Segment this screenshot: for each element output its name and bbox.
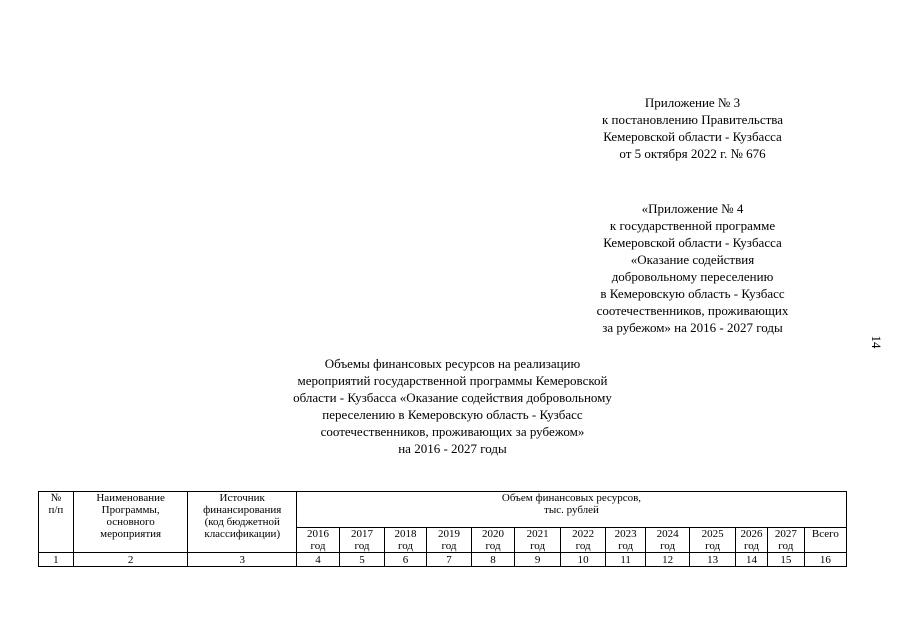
year-cell: 2024 год: [646, 528, 690, 553]
header-cell-volume: Объем финансовых ресурсов, тыс. рублей: [296, 492, 846, 528]
column-number: 16: [804, 553, 846, 567]
total-cell: Всего: [804, 528, 846, 553]
title-line: соотечественников, проживающих за рубежом»: [320, 424, 585, 439]
column-number: 13: [690, 553, 736, 567]
quoted-appendix-line: к государственной программе: [609, 218, 776, 233]
appendix-line: от 5 октября 2022 г. № 676: [619, 146, 766, 161]
column-number: 10: [561, 553, 606, 567]
column-number: 2: [73, 553, 188, 567]
column-number: 15: [767, 553, 804, 567]
quoted-appendix-line: «Оказание содействия: [630, 252, 755, 267]
quoted-appendix-line: Кемеровской области - Кузбасса: [603, 235, 782, 250]
title-line: Объемы финансовых ресурсов на реализацию: [324, 356, 581, 371]
year-cell: 2016 год: [296, 528, 339, 553]
quoted-appendix-line: в Кемеровскую область - Кузбасс: [600, 286, 785, 301]
title-line: области - Кузбасса «Оказание содействия добровольному: [293, 390, 612, 405]
year-cell: 2021 год: [515, 528, 561, 553]
page-number: 14: [869, 335, 884, 349]
year-cell: 2018 год: [385, 528, 427, 553]
year-cell: 2023 год: [606, 528, 646, 553]
header-cell-name: Наименование Программы, основного мероприятия: [73, 492, 188, 553]
appendix-header: [565, 94, 820, 336]
column-number: 1: [39, 553, 74, 567]
column-number: 7: [427, 553, 472, 567]
year-cell: 2019 год: [427, 528, 472, 553]
header-cell-number: № п/п: [39, 492, 74, 553]
column-number: 5: [339, 553, 384, 567]
column-number: 6: [385, 553, 427, 567]
title-line: на 2016 - 2027 годы: [398, 441, 507, 456]
title-line: мероприятий государственной программы Кемеровской: [297, 373, 608, 388]
financial-resources-table: [38, 491, 847, 567]
appendix-line: Кемеровской области - Кузбасса: [603, 129, 782, 144]
column-number: 3: [188, 553, 297, 567]
column-number: 12: [646, 553, 690, 567]
quoted-appendix-line: «Приложение № 4: [641, 201, 744, 216]
year-cell: 2017 год: [339, 528, 384, 553]
column-number: 14: [736, 553, 768, 567]
document-title: [250, 355, 655, 457]
appendix-line: Приложение № 3: [644, 95, 741, 110]
column-number: 4: [296, 553, 339, 567]
header-cell-source: Источник финансирования (код бюджетной классификации): [188, 492, 297, 553]
quoted-appendix-line: за рубежом» на 2016 - 2027 годы: [602, 320, 783, 335]
year-cell: 2025 год: [690, 528, 736, 553]
year-cell: 2022 год: [561, 528, 606, 553]
quoted-appendix-line: добровольному переселению: [611, 269, 774, 284]
quoted-appendix-line: соотечественников, проживающих: [596, 303, 789, 318]
year-cell: 2026 год: [736, 528, 768, 553]
appendix-line: к постановлению Правительства: [601, 112, 784, 127]
year-cell: 2027 год: [767, 528, 804, 553]
title-line: переселению в Кемеровскую область - Кузбасс: [322, 407, 583, 422]
column-number: 11: [606, 553, 646, 567]
column-number: 8: [472, 553, 515, 567]
year-cell: 2020 год: [472, 528, 515, 553]
column-number: 9: [515, 553, 561, 567]
